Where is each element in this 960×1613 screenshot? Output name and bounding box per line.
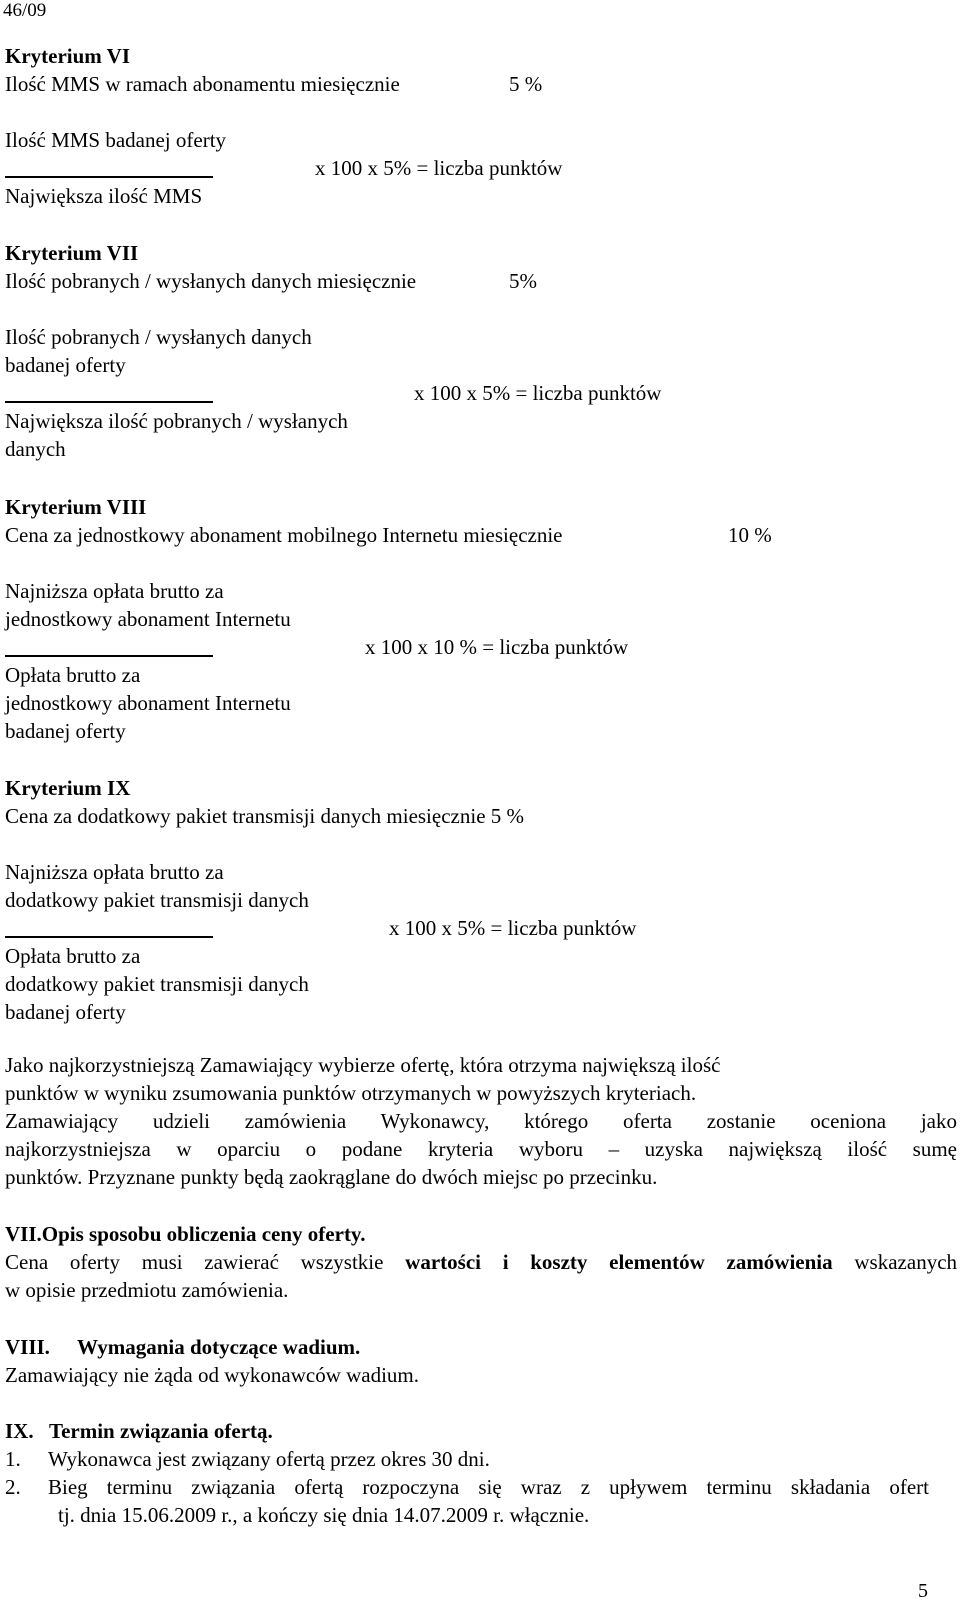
criterion-6-formula: x 100 x 5% = liczba punktów <box>315 156 563 180</box>
criterion-6-fraction-line <box>5 176 213 178</box>
section-7-line-1-part-a: Cena oferty musi zawierać wszystkie <box>5 1250 384 1274</box>
criterion-7-denominator-line2: danych <box>5 437 66 461</box>
summary-line-3: Zamawiający udzieli zamówienia Wykonawcy, którego oferta zostanie oceniona jako <box>5 1109 957 1133</box>
criterion-7-numerator-line2: badanej oferty <box>5 353 126 377</box>
criterion-6-weight: 5 % <box>509 72 543 96</box>
criterion-6-denominator: Największa ilość MMS <box>5 184 203 208</box>
criterion-8-denominator-line1: Opłata brutto za <box>5 663 141 687</box>
summary-line-2: punktów w wyniku zsumowania punktów otrzymanych w powyższych kryteriach. <box>5 1081 697 1105</box>
criterion-9-denominator-line3: badanej oferty <box>5 1000 126 1024</box>
criterion-9-denominator-line1: Opłata brutto za <box>5 944 141 968</box>
section-9-item-2-line-2: tj. dnia 15.06.2009 r., a kończy się dnia 14.07.2009 r. włącznie. <box>58 1503 590 1527</box>
section-7-heading: VII.Opis sposobu obliczenia ceny oferty. <box>5 1222 366 1246</box>
document-reference: 46/09 <box>3 0 47 21</box>
criterion-7-fraction-line <box>5 401 213 403</box>
criterion-8-weight: 10 % <box>728 523 772 547</box>
criterion-6-title: Kryterium VI <box>5 44 131 68</box>
criterion-9-numerator-line2: dodatkowy pakiet transmisji danych <box>5 888 309 912</box>
criterion-8-denominator-line2: jednostkowy abonament Internetu <box>5 691 291 715</box>
summary-line-5: punktów. Przyznane punkty będą zaokrąglane do dwóch miejsc po przecinku. <box>5 1165 658 1189</box>
section-9-item-1-number: 1. <box>5 1447 21 1471</box>
summary-line-4: najkorzystniejsza w oparciu o podane kryteria wyboru – uzyska największą ilość sumę <box>5 1137 957 1161</box>
section-9-item-1: Wykonawca jest związany ofertą przez okres 30 dni. <box>48 1447 490 1471</box>
criterion-6-subtitle: Ilość MMS w ramach abonamentu miesięcznie <box>5 72 400 96</box>
criterion-8-formula: x 100 x 10 % = liczba punktów <box>365 635 629 659</box>
section-7-line-1 <box>5 1249 957 1275</box>
section-7-line-2: w opisie przedmiotu zamówienia. <box>5 1278 289 1302</box>
criterion-8-subtitle: Cena za jednostkowy abonament mobilnego Internetu miesięcznie <box>5 523 563 547</box>
summary-line-1: Jako najkorzystniejszą Zamawiający wybierze ofertę, która otrzyma największą ilość <box>5 1053 721 1077</box>
criterion-7-title: Kryterium VII <box>5 241 139 265</box>
criterion-9-numerator-line1: Najniższa opłata brutto za <box>5 860 224 884</box>
page-number: 5 <box>918 1580 928 1602</box>
criterion-7-numerator-line1: Ilość pobranych / wysłanych danych <box>5 325 312 349</box>
criterion-7-formula: x 100 x 5% = liczba punktów <box>414 381 662 405</box>
criterion-9-fraction-line <box>5 936 213 938</box>
criterion-6-numerator: Ilość MMS badanej oferty <box>5 128 227 152</box>
section-7-line-1-part-c: wskazanych <box>854 1250 958 1274</box>
criterion-7-denominator-line1: Największa ilość pobranych / wysłanych <box>5 409 348 433</box>
criterion-8-fraction-line <box>5 655 213 657</box>
criterion-8-numerator-line1: Najniższa opłata brutto za <box>5 579 224 603</box>
criterion-9-denominator-line2: dodatkowy pakiet transmisji danych <box>5 972 309 996</box>
criterion-9-formula: x 100 x 5% = liczba punktów <box>389 916 637 940</box>
criterion-7-subtitle: Ilość pobranych / wysłanych danych miesięcznie <box>5 269 417 293</box>
section-9-number: IX. <box>5 1419 34 1443</box>
section-9-item-2-line-1: Bieg terminu związania ofertą rozpoczyna się wraz z upływem terminu składania ofert <box>48 1475 929 1499</box>
criterion-8-denominator-line3: badanej oferty <box>5 719 126 743</box>
criterion-9-subtitle: Cena za dodatkowy pakiet transmisji danych miesięcznie 5 % <box>5 804 525 828</box>
criterion-8-numerator-line2: jednostkowy abonament Internetu <box>5 607 291 631</box>
criterion-9-title: Kryterium IX <box>5 776 131 800</box>
section-8-number: VIII. <box>5 1335 50 1359</box>
section-9-item-2-number: 2. <box>5 1475 21 1499</box>
section-9-heading: Termin związania ofertą. <box>49 1419 273 1443</box>
section-8-line-1: Zamawiający nie żąda od wykonawców wadium. <box>5 1363 420 1387</box>
section-8-heading: Wymagania dotyczące wadium. <box>77 1335 361 1359</box>
section-7-line-1-bold: wartości i koszty elementów zamówienia <box>405 1250 833 1274</box>
criterion-8-title: Kryterium VIII <box>5 495 147 519</box>
criterion-7-weight: 5% <box>509 269 537 293</box>
